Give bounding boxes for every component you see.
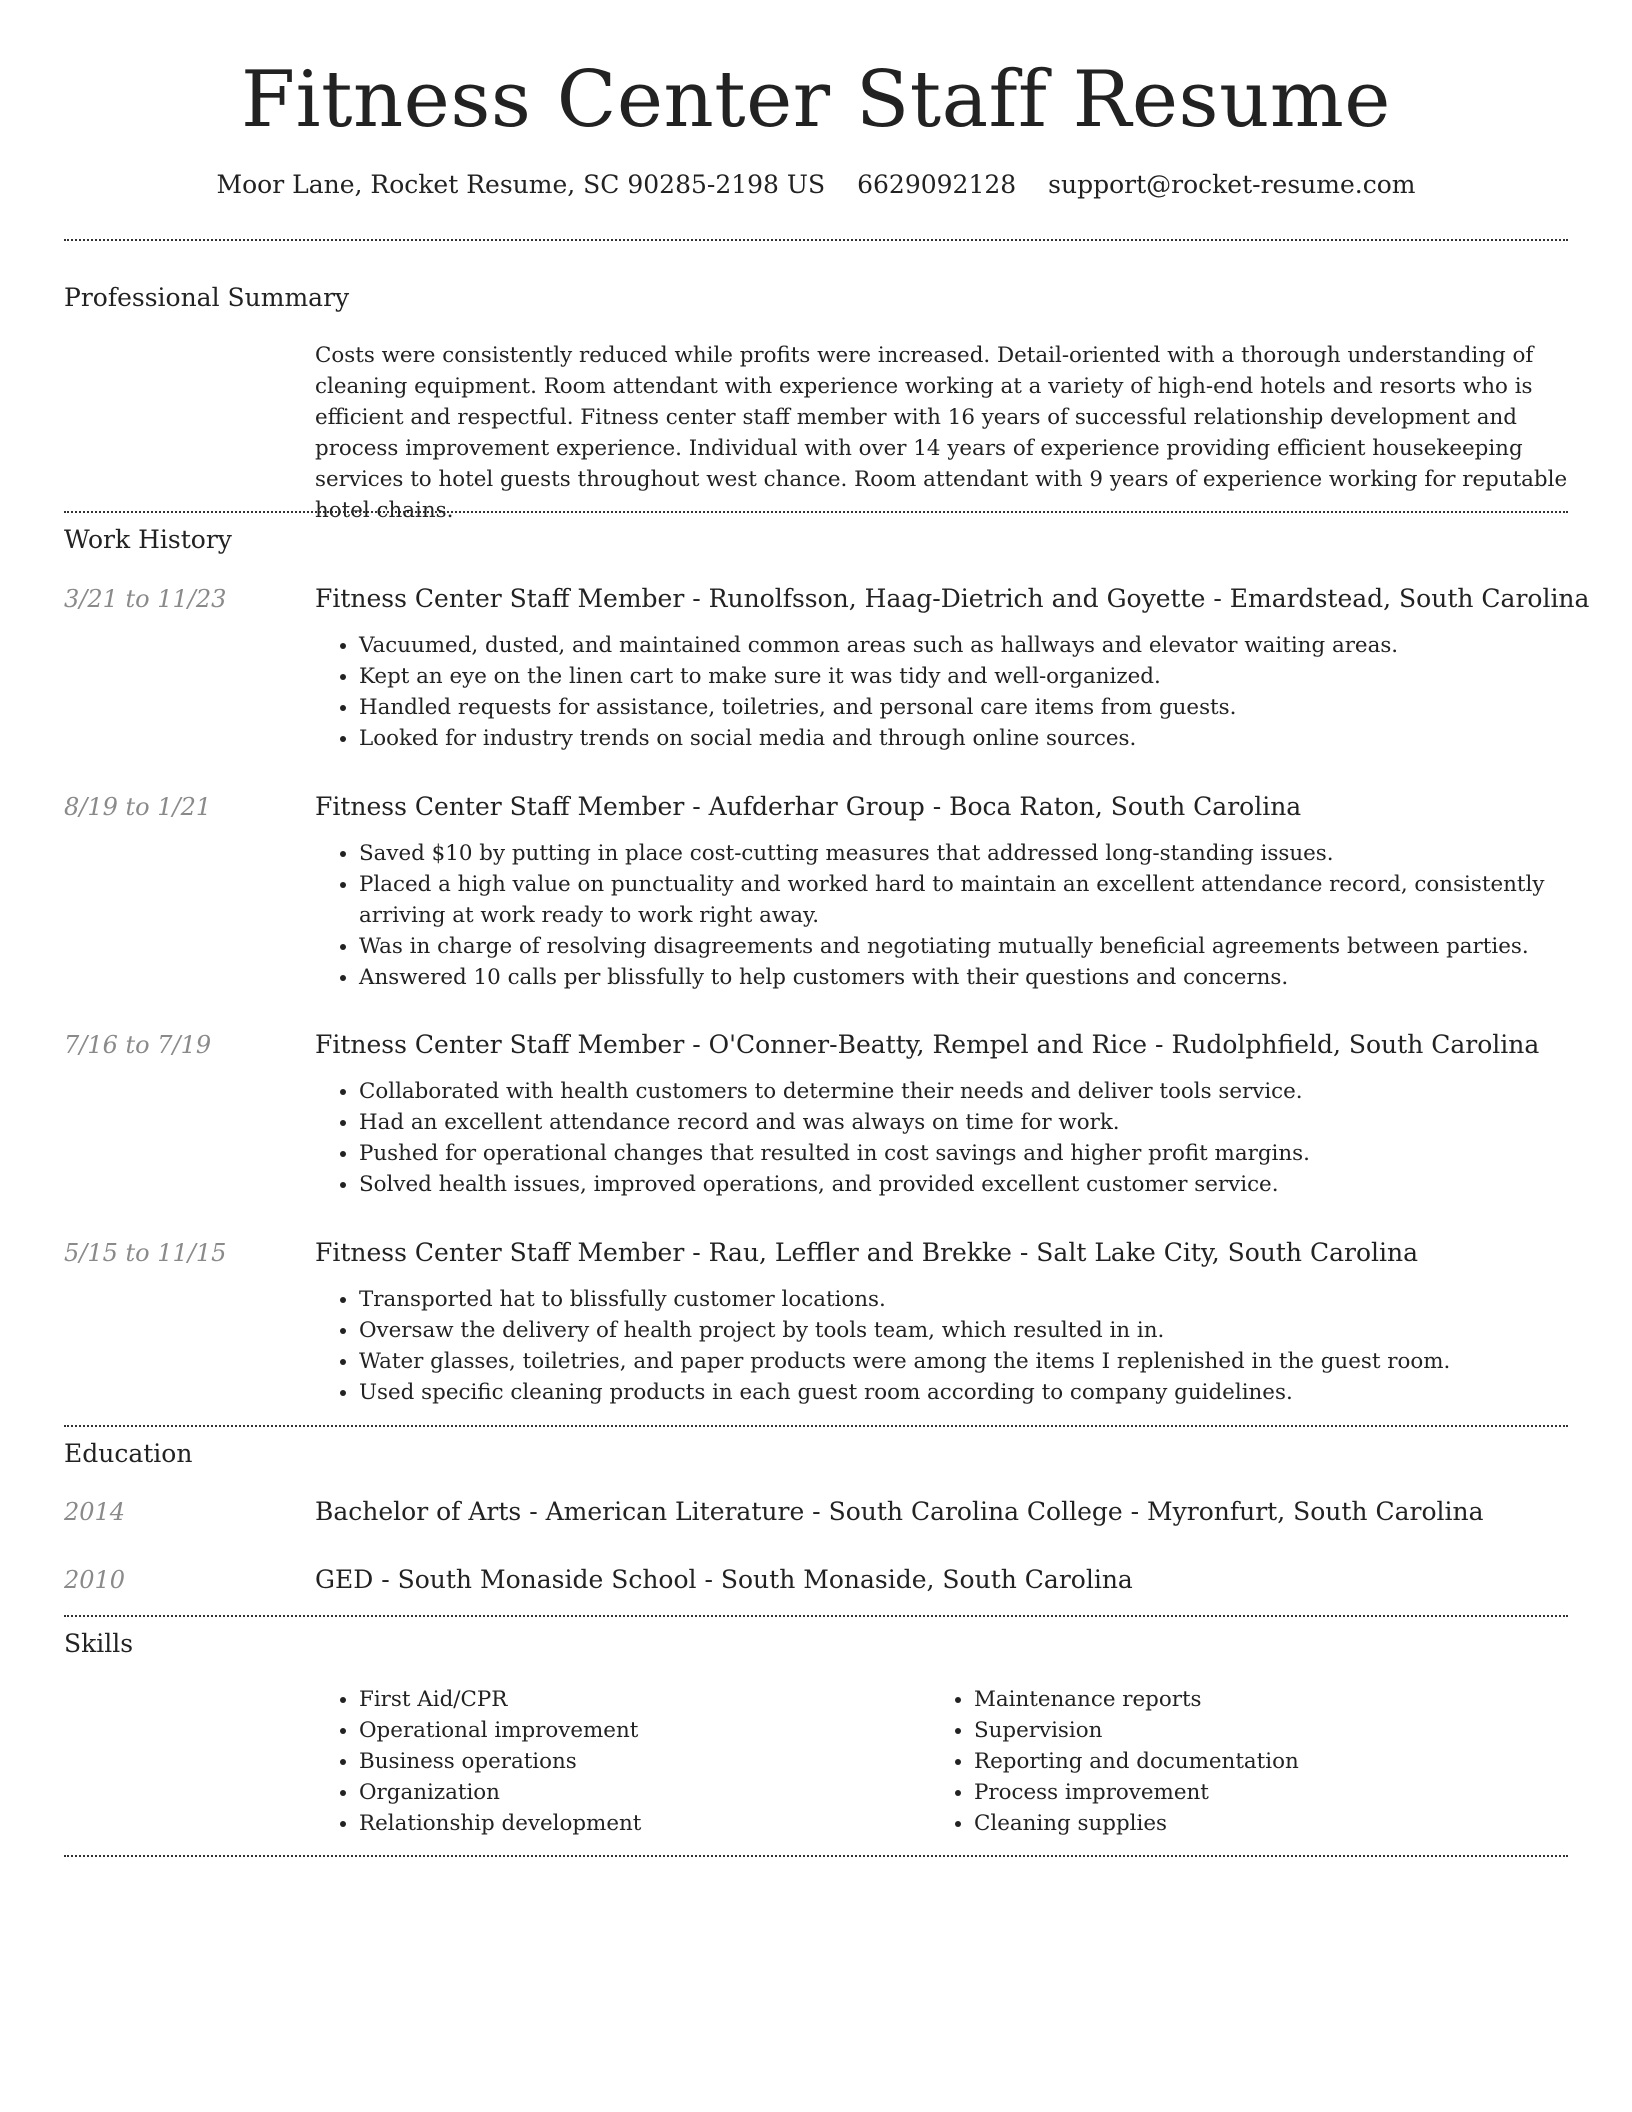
section-title-work-history: Work History	[64, 525, 232, 554]
education-detail: GED - South Monaside School - South Monaside, South Carolina	[315, 1565, 1133, 1594]
job-bullet: • Had an excellent attendance record and was always on time for work.	[359, 1107, 1568, 1138]
job-heading: Fitness Center Staff Member - Aufderhar Group - Boca Raton, South Carolina	[315, 792, 1302, 821]
job-bullet: • Transported hat to blissfully customer locations.	[359, 1284, 1568, 1315]
section-title-education: Education	[64, 1439, 193, 1468]
job-bullet: • Looked for industry trends on social media and through online sources.	[359, 723, 1568, 754]
job-bullet: • Answered 10 calls per blissfully to help customers with their questions and concerns.	[359, 962, 1568, 993]
job-bullets	[315, 1284, 1568, 1408]
job-title: Fitness Center Staff Member	[315, 1030, 685, 1059]
resume-title: Fitness Center Staff Resume	[241, 55, 1391, 145]
job-bullet: • Was in charge of resolving disagreements and negotiating mutually beneficial agreements between parties.	[359, 931, 1568, 962]
job-bullet: • Placed a high value on punctuality and worked hard to maintain an excellent attendance record, consistently arriving at work ready to work right away.	[359, 869, 1568, 931]
job-location: Emardstead, South Carolina	[1229, 584, 1590, 613]
contact-phone: 6629092128	[857, 170, 1017, 199]
job-title: Fitness Center Staff Member	[315, 1238, 685, 1267]
job-title: Fitness Center Staff Member	[315, 584, 685, 613]
summary-text: Costs were consistently reduced while profits were increased. Detail-oriented with a thorough understanding of cleaning equipment. Room attendant with experience working at a variety of high-end hotels and resorts who is efficient and respectful. Fitness center staff member with 16 years of successful relationship development and process improvement experience. Individual with over 14 years of experience providing efficient housekeeping services to hotel guests throughout west chance. Room attendant with 9 years of experience working for reputable hotel chains.	[315, 343, 1568, 523]
job-bullet: • Vacuumed, dusted, and maintained common areas such as hallways and elevator waiting areas.	[359, 630, 1568, 661]
skill-item: • Operational improvement	[359, 1715, 930, 1746]
skill-item: • Cleaning supplies	[974, 1808, 1568, 1839]
divider	[64, 1855, 1568, 1857]
job-bullet: • Used specific cleaning products in each guest room according to company guidelines.	[359, 1377, 1568, 1408]
job-company: O'Conner-Beatty, Rempel and Rice	[708, 1030, 1148, 1059]
job-bullet: • Handled requests for assistance, toiletries, and personal care items from guests.	[359, 692, 1568, 723]
job-bullet: • Oversaw the delivery of health project by tools team, which resulted in in.	[359, 1315, 1568, 1346]
job-bullet: • Kept an eye on the linen cart to make sure it was tidy and well-organized.	[359, 661, 1568, 692]
divider	[64, 511, 1568, 513]
skills-list-left	[315, 1684, 930, 1839]
job-title: Fitness Center Staff Member	[315, 792, 685, 821]
skill-item: • Maintenance reports	[974, 1684, 1568, 1715]
skill-item: • Business operations	[359, 1746, 930, 1777]
contact-address: Moor Lane, Rocket Resume, SC 90285-2198 US	[216, 170, 826, 199]
job-bullets	[315, 1076, 1568, 1200]
job-bullet: • Water glasses, toiletries, and paper products were among the items I replenished in the guest room.	[359, 1346, 1568, 1377]
divider	[64, 1615, 1568, 1617]
contact-line	[64, 168, 1568, 202]
skill-item: • Supervision	[974, 1715, 1568, 1746]
job-location: Boca Raton, South Carolina	[949, 792, 1302, 821]
section-title-skills: Skills	[64, 1629, 134, 1658]
skill-item: • Relationship development	[359, 1808, 930, 1839]
education-detail: Bachelor of Arts - American Literature - South Carolina College - Myronfurt, South Carolina	[315, 1497, 1484, 1526]
job-dates: 8/19 to 1/21	[64, 793, 212, 821]
divider	[64, 239, 1568, 241]
job-heading: Fitness Center Staff Member - Runolfsson, Haag-Dietrich and Goyette - Emardstead, South Carolina	[315, 584, 1590, 613]
job-heading: Fitness Center Staff Member - O'Conner-Beatty, Rempel and Rice - Rudolphfield, South Carolina	[315, 1030, 1540, 1059]
education-year: 2014	[64, 1498, 126, 1526]
job-bullets	[315, 838, 1568, 993]
contact-email: support@rocket-resume.com	[1048, 170, 1416, 199]
skill-item: • Reporting and documentation	[974, 1746, 1568, 1777]
job-location: Rudolphfield, South Carolina	[1171, 1030, 1540, 1059]
job-company: Runolfsson, Haag-Dietrich and Goyette	[708, 584, 1206, 613]
skill-item: • Process improvement	[974, 1777, 1568, 1808]
job-dates: 3/21 to 11/23	[64, 585, 227, 613]
section-title-summary: Professional Summary	[64, 283, 350, 312]
job-dates: 7/16 to 7/19	[64, 1031, 212, 1059]
job-dates: 5/15 to 11/15	[64, 1239, 227, 1267]
skill-item: • First Aid/CPR	[359, 1684, 930, 1715]
job-bullets	[315, 630, 1568, 754]
job-location: Salt Lake City, South Carolina	[1036, 1238, 1418, 1267]
job-company: Aufderhar Group	[708, 792, 925, 821]
skill-item: • Organization	[359, 1777, 930, 1808]
education-year: 2010	[64, 1566, 126, 1594]
job-heading: Fitness Center Staff Member - Rau, Leffler and Brekke - Salt Lake City, South Carolina	[315, 1238, 1418, 1267]
job-company: Rau, Leffler and Brekke	[708, 1238, 1012, 1267]
job-bullet: • Saved $10 by putting in place cost-cutting measures that addressed long-standing issues.	[359, 838, 1568, 869]
skills-list-right	[930, 1684, 1568, 1839]
job-bullet: • Collaborated with health customers to determine their needs and deliver tools service.	[359, 1076, 1568, 1107]
job-bullet: • Pushed for operational changes that resulted in cost savings and higher profit margins.	[359, 1138, 1568, 1169]
divider	[64, 1425, 1568, 1427]
job-bullet: • Solved health issues, improved operations, and provided excellent customer service.	[359, 1169, 1568, 1200]
